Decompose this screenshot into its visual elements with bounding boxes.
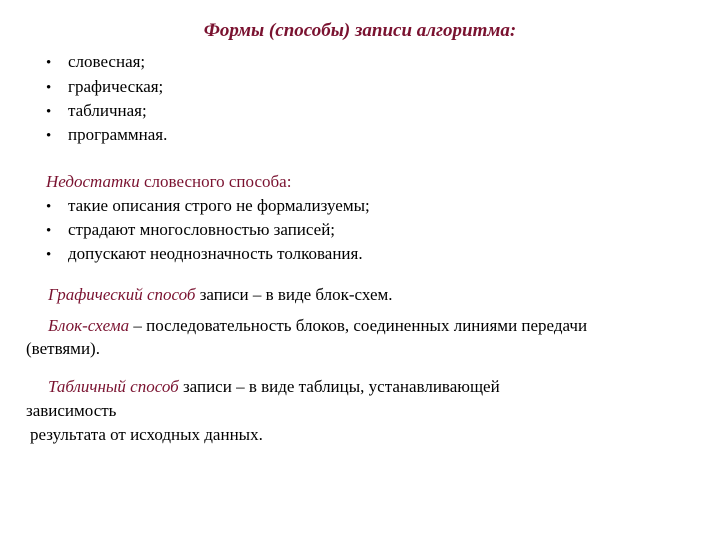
bullet-icon: • <box>46 223 52 239</box>
bullet-icon: • <box>46 55 52 71</box>
bullet-icon: • <box>46 247 52 263</box>
tabular-method-line2 <box>26 400 116 422</box>
disadvantages-heading-rest: словесного способа: <box>139 172 292 191</box>
slide-title <box>0 20 720 42</box>
graphic-method-term: Графический способ <box>48 285 196 304</box>
flowchart-paragraph <box>48 315 587 337</box>
list-item-text: словесная; <box>68 52 146 71</box>
tabular-method-paragraph <box>48 376 500 398</box>
flowchart-term: Блок-схема <box>48 316 130 335</box>
slide-title-text: Формы (способы) записи алгоритма: <box>203 20 517 41</box>
tabular-method-line3 <box>30 424 263 446</box>
list-item <box>46 100 147 123</box>
list-item <box>46 243 363 266</box>
flowchart-text: – последовательность блоков, соединенных линиями передачи <box>129 316 588 335</box>
list-item <box>46 195 370 218</box>
list-item-text: страдают многословностью записей; <box>68 220 336 239</box>
tabular-method-term: Табличный способ <box>48 377 179 396</box>
disadvantages-term: Недостатки <box>46 172 140 191</box>
bullet-icon: • <box>46 199 52 215</box>
tabular-method-text: записи – в виде таблицы, устанавливающей <box>178 377 500 396</box>
list-item-text: такие описания строго не формализуемы; <box>68 196 370 215</box>
bullet-icon: • <box>46 104 52 120</box>
flowchart-paragraph-line2 <box>26 338 100 360</box>
list-item <box>46 51 145 74</box>
list-item <box>46 219 335 242</box>
list-item-text: допускают неоднозначность толкования. <box>68 244 363 263</box>
list-item-text: программная. <box>68 125 168 144</box>
list-item-text: графическая; <box>68 77 164 96</box>
graphic-method-text: записи – в виде блок-схем. <box>195 285 393 304</box>
list-item-text: табличная; <box>68 101 147 120</box>
bullet-icon: • <box>46 80 52 96</box>
tabular-method-text-line2: зависимость <box>26 401 117 420</box>
tabular-method-text-line3: результата от исходных данных. <box>30 425 263 444</box>
list-item <box>46 124 167 147</box>
graphic-method-paragraph <box>48 284 393 306</box>
disadvantages-heading <box>46 171 291 193</box>
list-item <box>46 76 163 99</box>
flowchart-text-line2: (ветвями). <box>26 339 100 358</box>
bullet-icon: • <box>46 128 52 144</box>
